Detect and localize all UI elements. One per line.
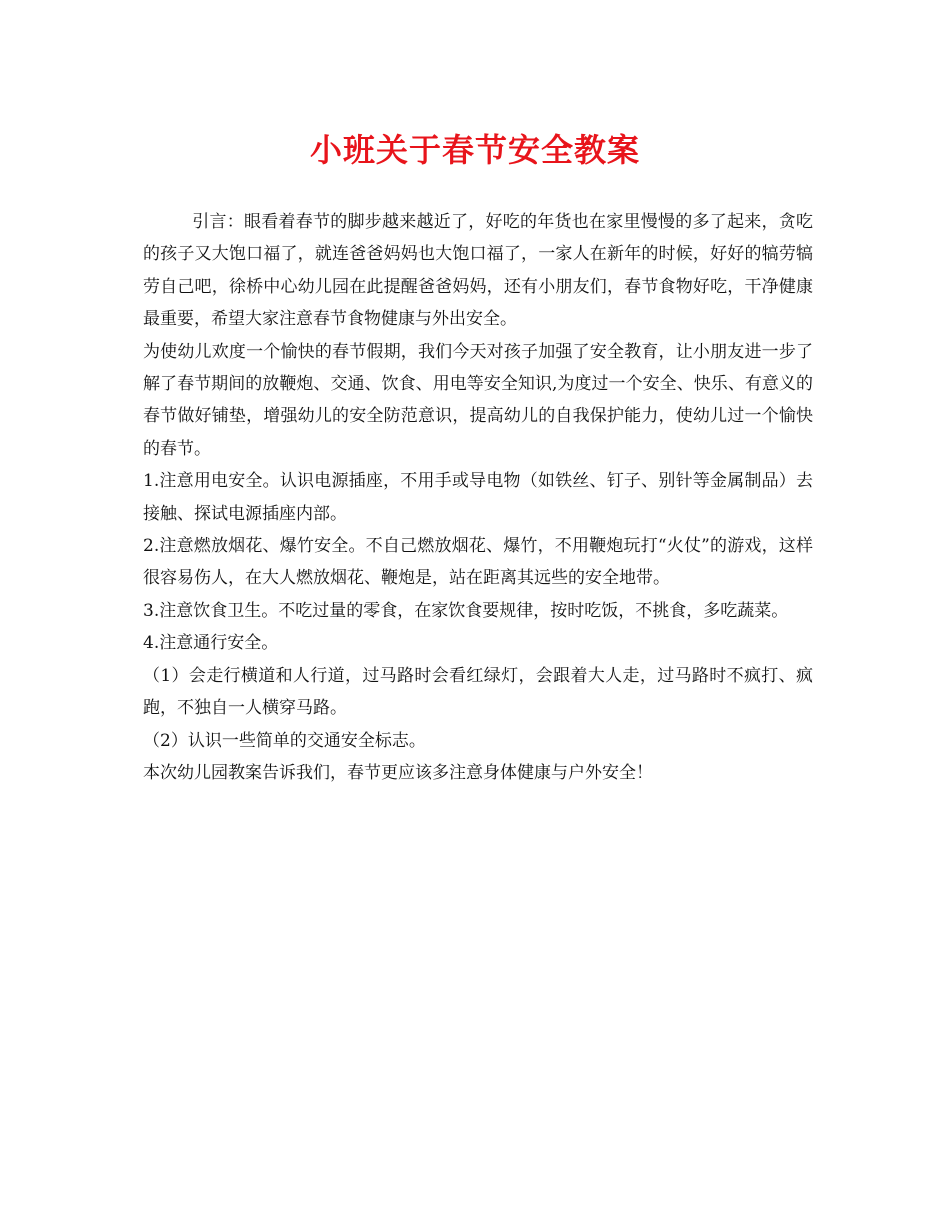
intro-paragraph: 引言：眼看着春节的脚步越来越近了，好吃的年货也在家里慢慢的多了起来，贪吃的孩子又大饱口福了，就连爸爸妈妈也大饱口福了，一家人在新年的时候，好好的犒劳犒劳自己吧，徐桥中心幼儿园在此提醒爸爸妈妈，还有小朋友们，春节食物好吃，干净健康最重要，希望大家注意春节食物健康与外出安全。 <box>143 212 813 330</box>
subitem-traffic-signs: （2）认识一些简单的交通安全标志。 <box>143 730 426 751</box>
item-electricity-safety: 1.注意用电安全。认识电源插座，不用手或导电物（如铁丝、钉子、别针等金属制品）去接触、探试电源插座内部。 <box>143 471 813 524</box>
item-fireworks-safety: 2.注意燃放烟花、爆竹安全。不自己燃放烟花、爆竹，不用鞭炮玩打“火仗”的游戏，这样很容易伤人，在大人燃放烟花、鞭炮是，站在距离其远些的安全地带。 <box>143 536 813 589</box>
document-body <box>143 206 813 789</box>
item-food-hygiene: 3.注意饮食卫生。不吃过量的零食，在家饮食要规律，按时吃饭，不挑食，多吃蔬菜。 <box>143 600 789 621</box>
purpose-paragraph: 为使幼儿欢度一个愉快的春节假期，我们今天对孩子加强了安全教育，让小朋友进一步了解了春节期间的放鞭炮、交通、饮食、用电等安全知识,为度过一个安全、快乐、有意义的春节做好铺垫，增强幼儿的安全防范意识，提高幼儿的自我保护能力，使幼儿过一个愉快的春节。 <box>143 341 813 459</box>
document-title: 小班关于春节安全教案 <box>309 131 640 169</box>
subitem-crosswalk: （1）会走行横道和人行道，过马路时会看红绿灯，会跟着大人走，过马路时不疯打、疯跑，不独自一人横穿马路。 <box>143 665 813 719</box>
item-traffic-safety: 4.注意通行安全。 <box>143 633 279 654</box>
closing-paragraph: 本次幼儿园教案告诉我们，春节更应该多注意身体健康与户外安全！ <box>143 762 653 783</box>
